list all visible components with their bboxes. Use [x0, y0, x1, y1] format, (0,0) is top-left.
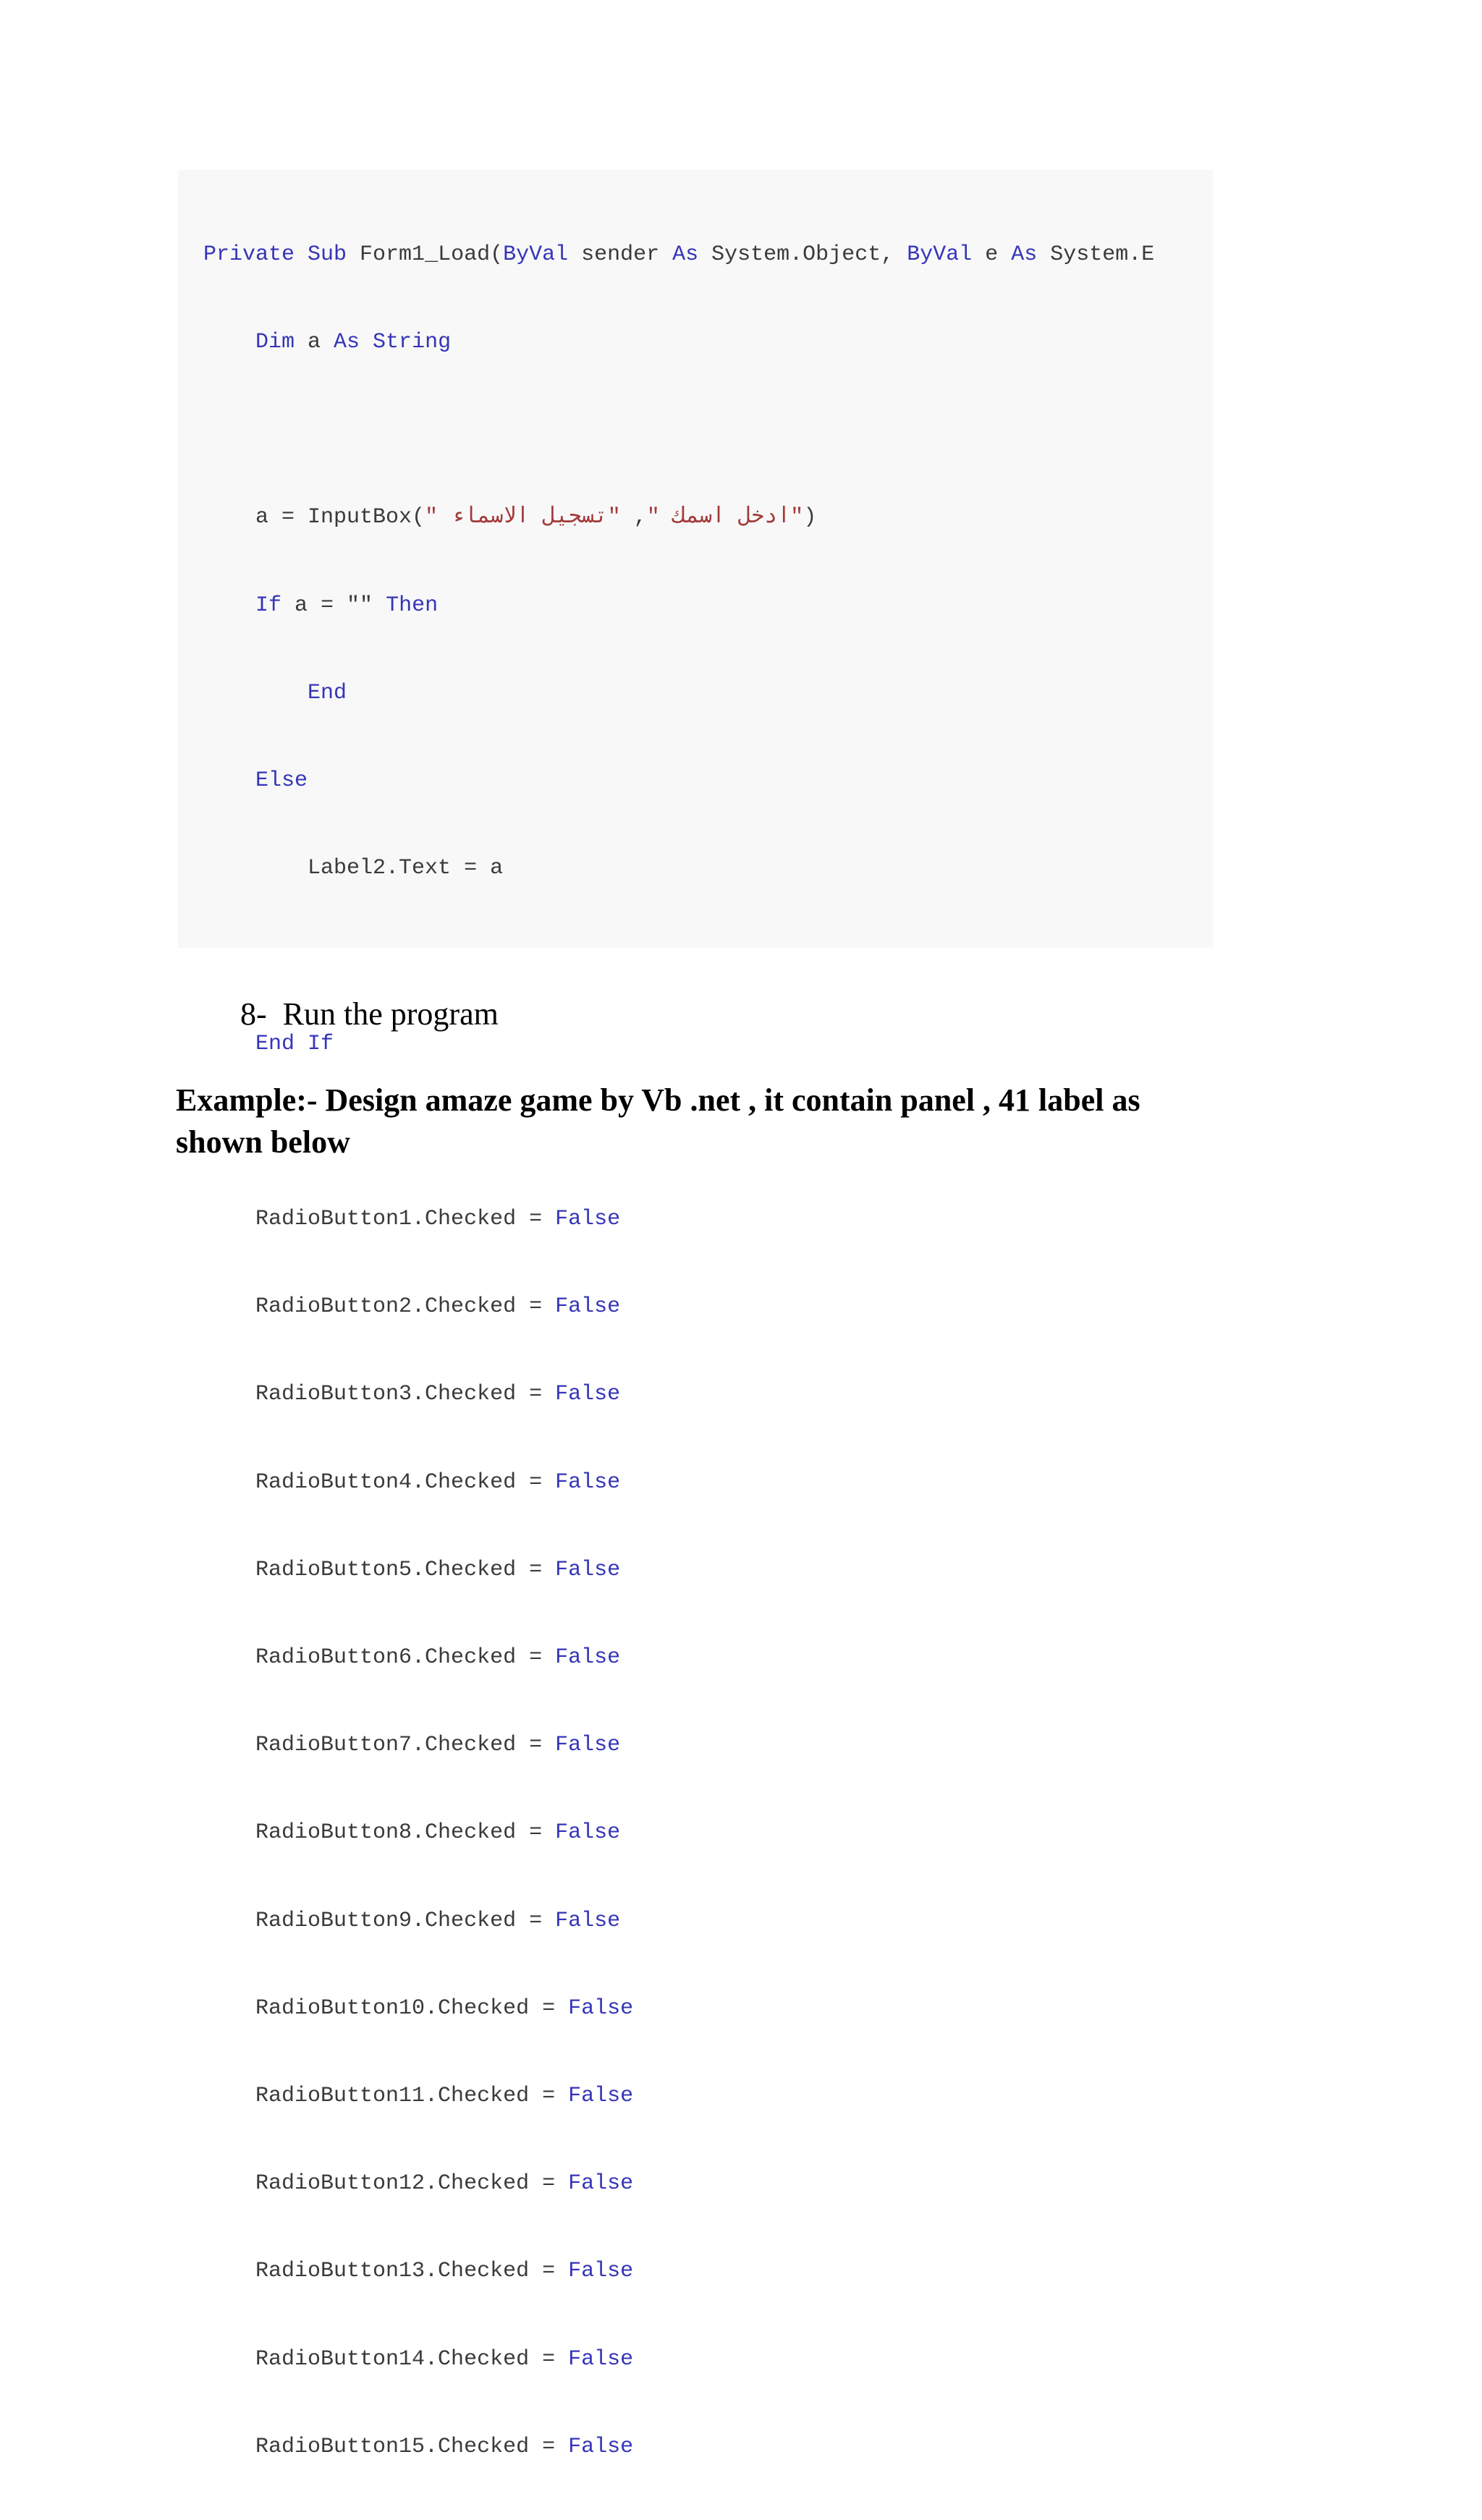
code-text: ): [803, 505, 817, 530]
code-text: Label2.Text = a: [308, 856, 504, 881]
code-line-radio: [203, 1468, 1154, 1497]
code-line-inputbox: [203, 503, 1154, 532]
code-line-dim: [203, 328, 1154, 357]
code-keyword: As String: [334, 330, 452, 355]
code-line-radio: [203, 1643, 1154, 1672]
code-line-if: [203, 591, 1154, 620]
code-keyword: False: [555, 1908, 621, 1933]
code-keyword: False: [555, 1294, 621, 1320]
code-line-radio: [203, 2082, 1154, 2110]
code-text: System.E: [1037, 242, 1155, 267]
code-line-else: [203, 766, 1154, 795]
code-line-blank: [203, 415, 1154, 444]
code-text: ,: [620, 505, 647, 530]
example-paragraph: [176, 1079, 1305, 1163]
code-text: RadioButton4.Checked =: [255, 1469, 556, 1495]
code-line-radio: [203, 1994, 1154, 2023]
code-keyword: False: [555, 1820, 621, 1846]
code-indent: [203, 2347, 255, 2372]
code-indent: [203, 1558, 255, 1582]
code-string: "تسجيل الاسماء": [451, 505, 804, 530]
code-line-label-assign: [203, 854, 1154, 883]
code-keyword: As: [1011, 242, 1038, 267]
code-indent: [203, 1820, 255, 1845]
code-indent: [203, 505, 255, 530]
code-block: [203, 182, 1154, 2520]
code-indent: [203, 1382, 255, 1407]
code-line-radio: [203, 1556, 1154, 1584]
code-keyword: If: [255, 593, 282, 618]
code-indent: [203, 1733, 255, 1757]
code-line-radio: [203, 2432, 1154, 2461]
code-keyword: False: [555, 1645, 621, 1671]
code-text: RadioButton11.Checked =: [255, 2084, 569, 2109]
code-keyword: Private Sub: [203, 242, 347, 267]
code-indent: [203, 1909, 255, 1933]
code-keyword: False: [555, 1469, 621, 1495]
code-string: " ادخل اسمك ": [425, 505, 791, 530]
code-text: Form1_Load(: [347, 242, 504, 267]
code-text: RadioButton3.Checked =: [255, 1382, 556, 1407]
code-text: RadioButton6.Checked =: [255, 1645, 556, 1671]
code-line-end: [203, 679, 1154, 708]
code-keyword: As: [672, 242, 699, 267]
code-line-radio: [203, 1380, 1154, 1409]
code-text: RadioButton13.Checked =: [255, 2259, 569, 2284]
code-keyword: False: [555, 1382, 621, 1407]
code-indent: [203, 856, 308, 881]
code-text: a = "": [281, 593, 386, 618]
code-keyword: False: [555, 1557, 621, 1582]
code-line-blank: [203, 941, 1154, 970]
code-keyword: False: [555, 1207, 621, 1232]
code-keyword: ByVal: [907, 242, 973, 267]
code-text: RadioButton7.Checked =: [255, 1733, 556, 1758]
code-indent: [203, 330, 255, 355]
code-indent: [203, 681, 308, 705]
code-indent: [203, 1470, 255, 1495]
code-line-radio: [203, 2169, 1154, 2198]
code-indent: [203, 1645, 255, 1670]
example-line: shown below: [176, 1124, 350, 1160]
code-line-radio: [203, 1906, 1154, 1935]
step-run-program: [240, 991, 499, 1038]
code-indent: [203, 1996, 255, 2021]
code-keyword: False: [555, 1733, 621, 1758]
code-keyword: Then: [386, 593, 439, 618]
code-line-radio: [203, 1205, 1154, 1234]
code-indent: [203, 1207, 255, 1231]
code-text: RadioButton12.Checked =: [255, 2171, 569, 2197]
code-keyword: False: [568, 2434, 634, 2459]
code-text: RadioButton14.Checked =: [255, 2346, 569, 2372]
code-keyword: False: [568, 2084, 634, 2109]
code-indent: [203, 2259, 255, 2283]
code-keyword: False: [568, 2346, 634, 2372]
code-keyword: End: [308, 680, 347, 705]
code-line-sub-declaration: [203, 240, 1154, 269]
code-text: sender: [568, 242, 673, 267]
code-text: e: [972, 242, 1012, 267]
code-keyword: False: [568, 1995, 634, 2021]
code-keyword: Dim: [255, 330, 295, 355]
code-text: RadioButton15.Checked =: [255, 2434, 569, 2459]
example-line: Example:- Design amaze game by Vb .net , it contain panel , 41 label as: [176, 1082, 1140, 1118]
code-indent: [203, 2084, 255, 2108]
code-indent: [203, 2435, 255, 2459]
code-line-radio: [203, 2345, 1154, 2374]
code-line-radio: [203, 1731, 1154, 1760]
code-text: System.Object,: [698, 242, 907, 267]
step-text: Run the program: [282, 996, 499, 1032]
step-number: 8-: [240, 996, 267, 1032]
code-text: RadioButton2.Checked =: [255, 1294, 556, 1320]
code-line-radio: [203, 1292, 1154, 1321]
code-indent: [203, 593, 255, 618]
code-text: RadioButton10.Checked =: [255, 1995, 569, 2021]
code-keyword: End If: [255, 1031, 334, 1056]
code-line-radio: [203, 2257, 1154, 2286]
code-text: RadioButton8.Checked =: [255, 1820, 556, 1846]
code-text: RadioButton9.Checked =: [255, 1908, 556, 1933]
code-text: a: [295, 330, 334, 355]
code-indent: [203, 2171, 255, 2196]
code-text: RadioButton1.Checked =: [255, 1207, 556, 1232]
code-keyword: Else: [255, 768, 308, 794]
code-keyword: ByVal: [503, 242, 569, 267]
code-keyword: False: [568, 2259, 634, 2284]
code-keyword: False: [568, 2171, 634, 2197]
code-indent: [203, 1294, 255, 1319]
code-text: RadioButton5.Checked =: [255, 1557, 556, 1582]
code-text: a = InputBox(: [255, 505, 425, 530]
code-indent: [203, 768, 255, 793]
code-line-radio: [203, 1818, 1154, 1847]
